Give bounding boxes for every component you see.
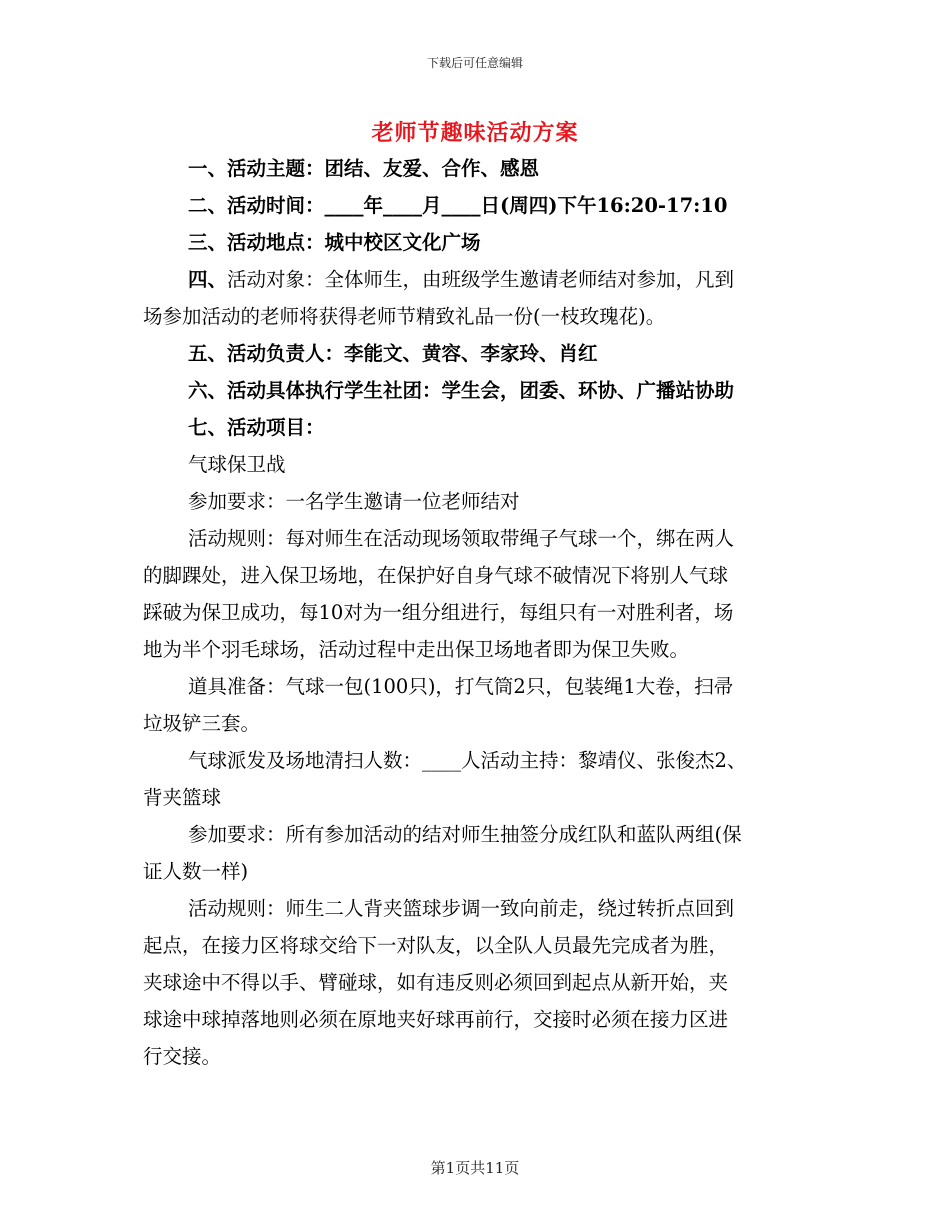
section-executors: 六、活动具体执行学生社团：学生会，团委、环协、广播站协助: [188, 379, 735, 402]
document-title: 老师节趣味活动方案: [371, 120, 579, 146]
document-body: [143, 150, 807, 1075]
section-participants-text: 活动对象：全体师生，由班级学生邀请老师结对参加，凡到: [227, 268, 735, 291]
section-participants: [143, 261, 807, 298]
paragraph-line: 球途中球掉落地则必须在原地夹好球再前行，交接时必须在接力区进: [143, 1008, 729, 1031]
paragraph-line: 活动规则：师生二人背夹篮球步调一致向前走，绕过转折点回到: [188, 897, 735, 920]
paragraph-line: 踩破为保卫成功，每10对为一组分组进行，每组只有一对胜利者，场: [143, 601, 734, 624]
paragraph-line: 背夹篮球: [143, 786, 222, 809]
section-participants-cont: 场参加活动的老师将获得老师节精致礼品一份(一枝玫瑰花)。: [143, 305, 666, 328]
paragraph-line: 的脚踝处，进入保卫场地，在保护好自身气球不破情况下将别人气球: [143, 564, 729, 587]
section-location: 三、活动地点：城中校区文化广场: [188, 231, 481, 254]
paragraph-line: 证人数一样): [143, 860, 249, 883]
paragraph-line: 气球派发及场地清扫人数：____人活动主持：黎靖仪、张俊杰2、: [188, 749, 747, 772]
paragraph-line: 垃圾铲三套。: [143, 712, 261, 735]
section-leaders: 五、活动负责人：李能文、黄容、李家玲、肖红: [188, 342, 598, 365]
section-theme: 一、活动主题：团结、友爱、合作、感恩: [188, 157, 540, 180]
paragraph-line: 行交接。: [143, 1045, 222, 1068]
paragraph-line: 地为半个羽毛球场，活动过程中走出保卫场地者即为保卫失败。: [143, 638, 690, 661]
paragraph-line: 起点，在接力区将球交给下一对队友，以全队人员最先完成者为胜，: [143, 934, 729, 957]
paragraph-line: 气球保卫战: [188, 453, 286, 476]
paragraph-line: 道具准备：气球一包(100只)，打气筒2只，包装绳1大卷，扫帚: [188, 675, 734, 698]
paragraph-line: 参加要求：所有参加活动的结对师生抽签分成红队和蓝队两组(保: [188, 823, 742, 846]
paragraph-line: 夹球途中不得以手、臂碰球，如有违反则必须回到起点从新开始，夹: [143, 971, 729, 994]
paragraph-line: 参加要求：一名学生邀请一位老师结对: [188, 490, 520, 513]
section-projects: 七、活动项目：: [188, 416, 325, 439]
section-time: 二、活动时间：____年____月____日(周四)下午16:20-17:10: [188, 194, 728, 217]
header-note: 下载后可任意编辑: [426, 56, 523, 70]
page-number: 第1页共11页: [430, 1159, 520, 1177]
paragraph-line: 活动规则：每对师生在活动现场领取带绳子气球一个，绑在两人: [188, 527, 735, 550]
section-participants-label: 四、: [188, 268, 228, 291]
